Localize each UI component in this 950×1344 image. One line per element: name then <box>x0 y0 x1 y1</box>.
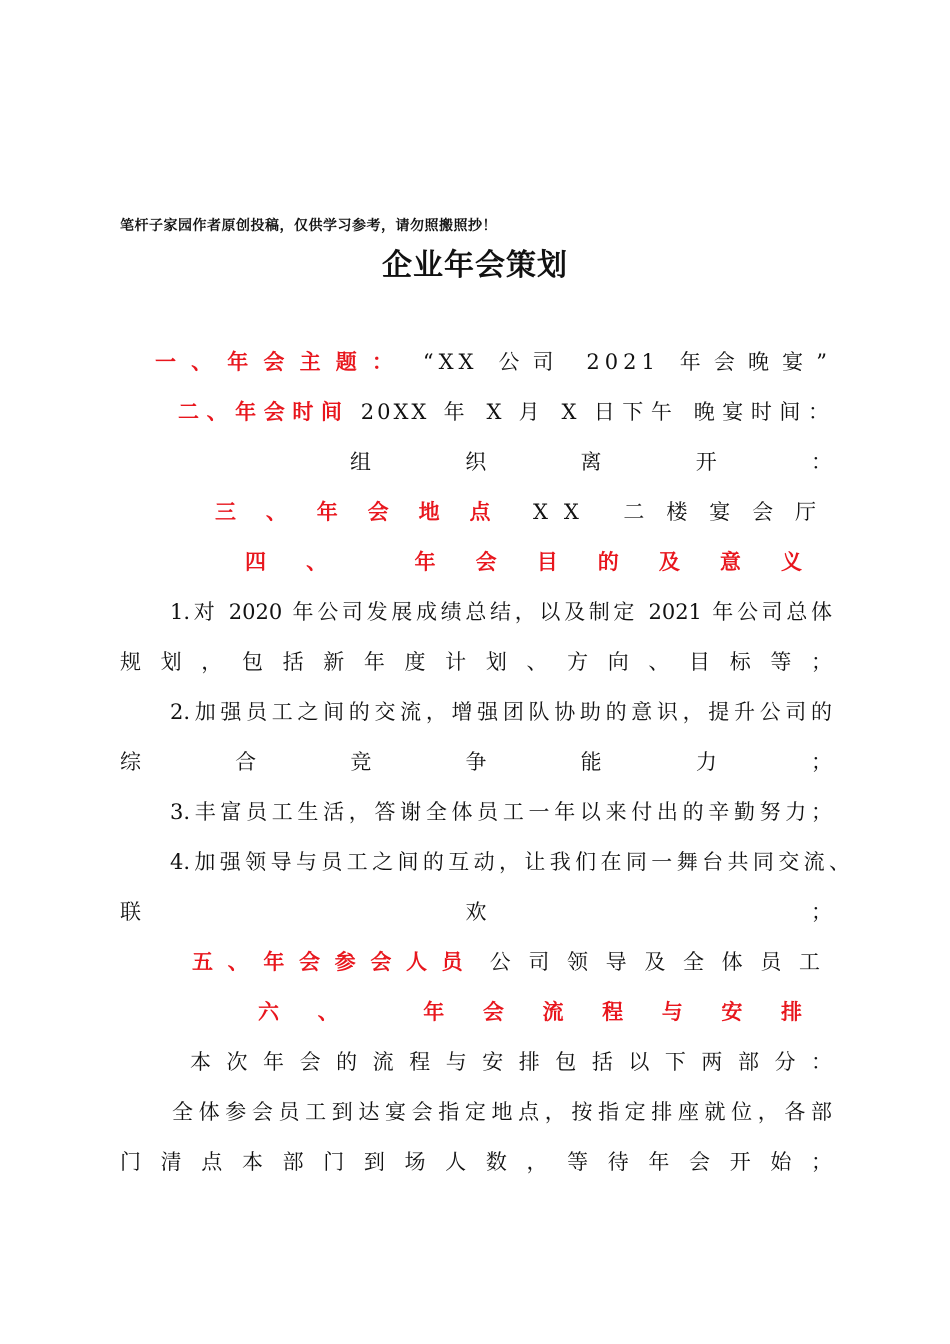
section-3-heading: 三、年会地点 <box>215 500 521 524</box>
purpose-item-4: 4.加强领导与员工之间的互动，让我们在同一舞台共同交流、 <box>170 850 850 874</box>
purpose-item-1-cont: 规划，包括新年度计划、方向、目标等； <box>120 650 832 674</box>
document-title: 企业年会策划 <box>382 248 568 283</box>
section-3-line <box>215 494 832 530</box>
section-3-text: XX 二楼宴会厅 <box>532 500 833 524</box>
flow-intro: 本次年会的流程与安排包括以下两部分： <box>190 1050 832 1074</box>
purpose-item-2-cont: 综 合 竞 争 能 力 ； <box>120 750 832 774</box>
section-5-heading: 五、年会参会人员 <box>192 950 478 974</box>
copyright-notice: 笔杆子家园作者原创投稿，仅供学习参考，请勿照搬照抄！ <box>120 218 497 234</box>
section-1-heading: 一、年会主题： <box>155 350 409 374</box>
flow-item-1: 全体参会员工到达宴会指定地点，按指定排座就位，各部 <box>172 1100 832 1124</box>
purpose-item-2: 2.加强员工之间的交流，增强团队协助的意识，提升公司的 <box>170 700 832 724</box>
section-1-line <box>155 344 832 380</box>
section-5-line <box>192 944 832 980</box>
section-2-line <box>178 394 832 430</box>
section-1-text: “XX 公司 2021 年会晚宴” <box>422 350 833 374</box>
section-2-heading: 二、年会时间 <box>178 400 350 424</box>
section-4-heading: 四、 年会目的及意义 <box>245 550 832 574</box>
flow-item-1-cont: 门清点本部门到场人数，等待年会开始； <box>120 1150 832 1174</box>
section-2-text: 20XX 年 X 月 X 日下午 晚宴时间： <box>360 400 833 424</box>
section-5-text: 公司领导及全体员工 <box>489 950 832 974</box>
purpose-item-3: 3.丰富员工生活，答谢全体员工一年以来付出的辛勤努力； <box>170 800 832 824</box>
purpose-item-4-cont: 联 欢 ； <box>120 900 832 924</box>
purpose-item-1: 1.对 2020 年公司发展成绩总结，以及制定 2021 年公司总体 <box>170 600 832 624</box>
section-2-continued: 组 织 离 开 ： <box>350 450 832 474</box>
section-6-heading: 六、 年会流程与安排 <box>258 1000 832 1024</box>
